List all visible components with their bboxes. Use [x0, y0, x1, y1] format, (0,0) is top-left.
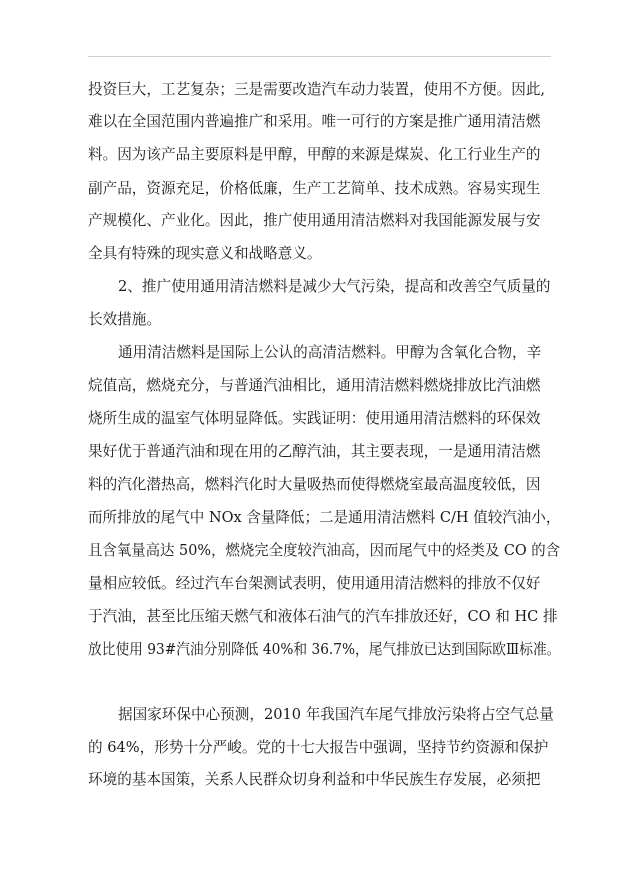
text-line: 投资巨大，工艺复杂；三是需要改造汽车动力装置，使用不方便。因此,: [88, 81, 546, 98]
text-line: 料的汽化潜热高，燃料汽化时大量吸热而使得燃烧室最高温度较低，因: [88, 476, 541, 493]
text-line: 于汽油，甚至比压缩天燃气和液体石油气的汽车排放还好，CO 和 HC 排: [88, 608, 558, 625]
text-line: 料。因为该产品主要原料是甲醇，甲醇的来源是煤炭、化工行业生产的: [88, 146, 541, 163]
header-rule: [88, 56, 551, 57]
text-line: 且含氧量高达 50%，燃烧完全度较汽油高，因而尾气中的烃类及 CO 的含: [88, 542, 561, 559]
text-line: 难以在全国范围内普遍推广和采用。唯一可行的方案是推广通用清洁燃: [88, 113, 541, 130]
text-line: 而所排放的尾气中 NOx 含量降低；二是通用清洁燃料 C/H 值较汽油小，: [88, 509, 561, 526]
text-line: 通用清洁燃料是国际上公认的高清洁燃料。甲醇为含氧化合物，辛: [118, 344, 542, 361]
text-line: 据国家环保中心预测，2010 年我国汽车尾气排放污染将占空气总量: [118, 706, 554, 723]
text-line: 的 64%，形势十分严峻。党的十七大报告中强调，坚持节约资源和保护: [88, 739, 549, 756]
text-line: 量相应较低。经过汽车台架测试表明，使用通用清洁燃料的排放不仅好: [88, 575, 541, 592]
text-line: 果好优于普通汽油和现在用的乙醇汽油，其主要表现，一是通用清洁燃: [88, 443, 541, 460]
text-line: 全具有特殊的现实意义和战略意义。: [88, 245, 322, 262]
text-line: 长效措施。: [88, 311, 161, 328]
text-line: 放比使用 93#汽油分别降低 40%和 36.7%，尾气排放已达到国际欧Ⅲ标准。: [88, 641, 561, 658]
text-line: 烧所生成的温室气体明显降低。实践证明：使用通用清洁燃料的环保效: [88, 410, 541, 427]
text-line: 2、推广使用通用清洁燃料是减少大气污染，提高和改善空气质量的: [118, 278, 551, 295]
text-line: 副产品，资源充足，价格低廉，生产工艺简单、技术成熟。容易实现生: [88, 180, 541, 197]
text-line: 环境的基本国策，关系人民群众切身利益和中华民族生存发展，必须把: [88, 771, 541, 788]
text-line: 烷值高，燃烧充分，与普通汽油相比，通用清洁燃料燃烧排放比汽油燃: [88, 377, 541, 394]
text-line: 产规模化、产业化。因此，推广使用通用清洁燃料对我国能源发展与安: [88, 212, 541, 229]
